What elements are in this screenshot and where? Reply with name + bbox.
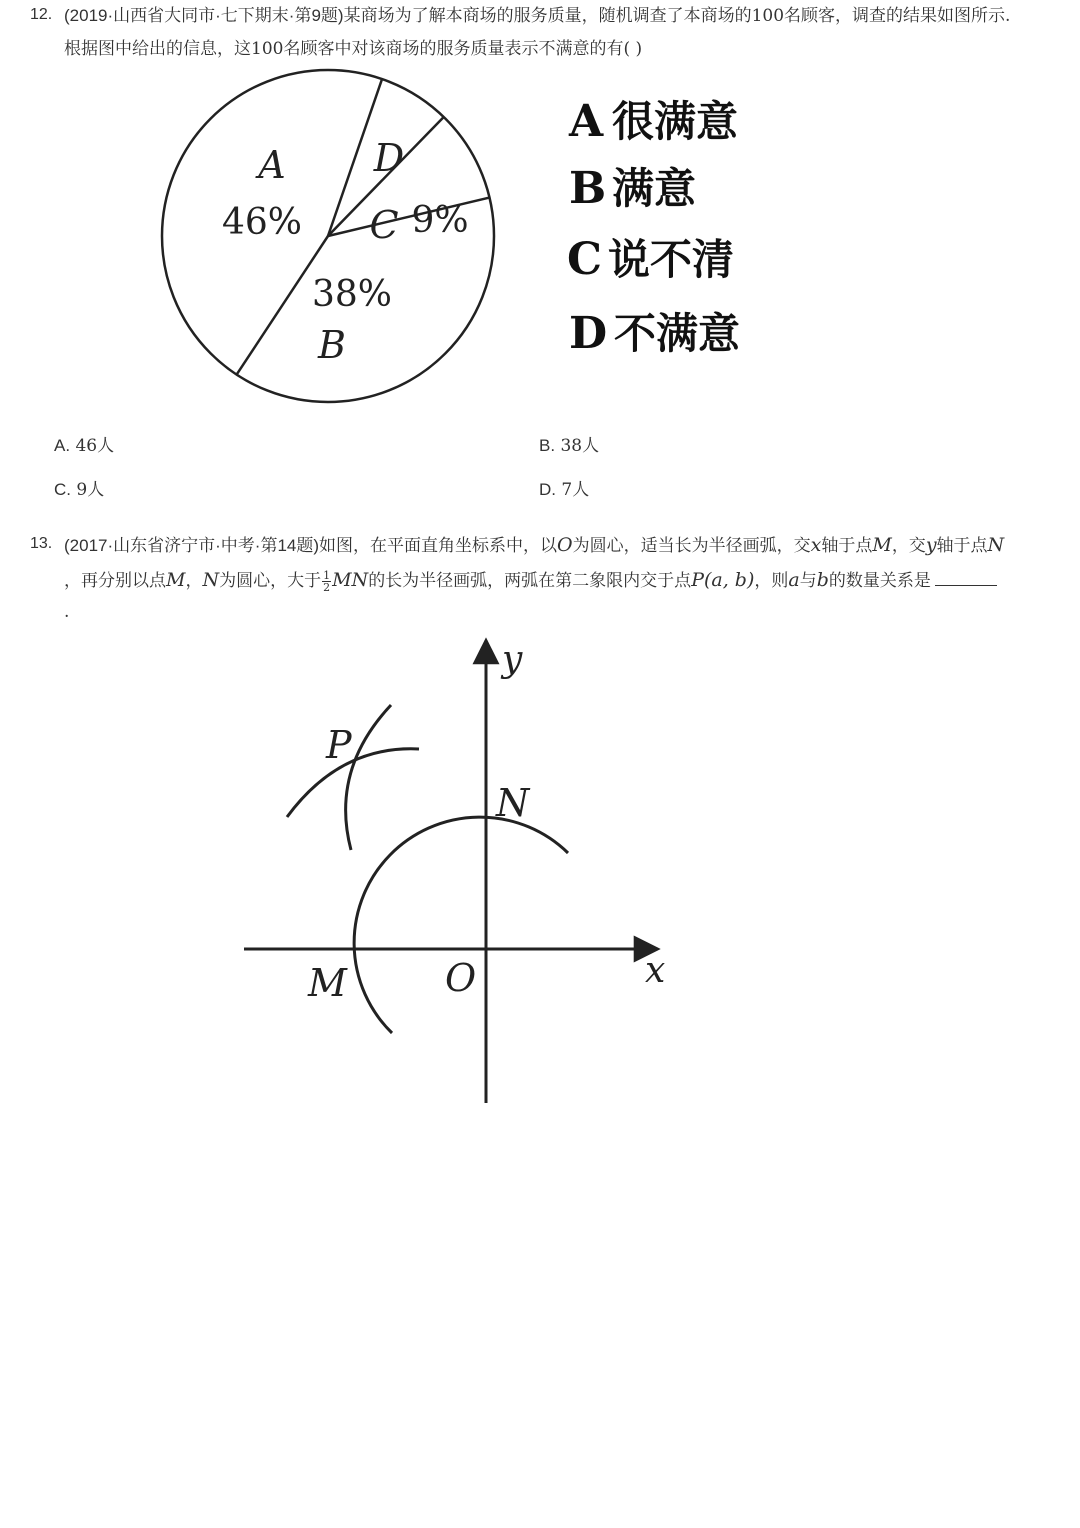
legend-key-D: D bbox=[569, 308, 608, 359]
math-P-ab: P(a, b) bbox=[691, 569, 755, 591]
q13-text: 轴于点 bbox=[936, 536, 988, 556]
math-y: y bbox=[925, 534, 937, 556]
option-a-value: 46人 bbox=[75, 436, 115, 456]
q13-text: 如图，在平面直角坐标系中，以 bbox=[319, 536, 558, 556]
slice-label-C: C bbox=[369, 203, 399, 247]
option-b-value: 38人 bbox=[560, 436, 600, 456]
legend-text-B: 满意 bbox=[612, 164, 697, 213]
q13-text: ， bbox=[185, 571, 203, 591]
q13-text: 为圆心，适当长为半径画弧，交 bbox=[572, 536, 811, 556]
q13-text: 与 bbox=[799, 571, 817, 591]
option-d[interactable] bbox=[539, 475, 589, 500]
legend-text-A: 很满意 bbox=[612, 97, 739, 146]
label-p: P bbox=[326, 723, 352, 767]
slice-label-D: D bbox=[373, 136, 405, 180]
option-d-label: D. bbox=[539, 480, 556, 499]
q13-text-line2 bbox=[64, 568, 997, 593]
legend-key-A: A bbox=[569, 96, 604, 147]
q13-text: 的长为半径画弧，两弧在第二象限内交于点 bbox=[368, 571, 692, 591]
option-d-value: 7人 bbox=[561, 480, 590, 500]
option-b[interactable] bbox=[539, 431, 599, 456]
q13-text-line3: . bbox=[64, 602, 70, 622]
slice-percent-C: 9% bbox=[411, 200, 469, 241]
legend-text-D: 不满意 bbox=[614, 309, 741, 358]
option-c-label: C. bbox=[54, 480, 71, 499]
arc-center-n bbox=[287, 749, 419, 817]
option-b-label: B. bbox=[539, 436, 556, 455]
option-c[interactable] bbox=[54, 475, 104, 500]
label-o: O bbox=[445, 956, 477, 1000]
math-M: M bbox=[872, 534, 892, 556]
option-a[interactable] bbox=[54, 431, 114, 456]
q12-source: (2019·山西省大同市·七下期末·第9题) bbox=[64, 6, 344, 25]
q13-text: 的数量关系是 bbox=[828, 571, 931, 591]
arc-center-m bbox=[346, 705, 391, 850]
q13-text: ，再分别以点 bbox=[64, 571, 166, 591]
q13-text: ，则 bbox=[754, 571, 789, 591]
q12-stem: 某商场为了解本商场的服务质量，随机调查了本商场的100名顾客，调查的结果如图所示. bbox=[343, 6, 1011, 26]
math-N: N bbox=[987, 534, 1005, 556]
math-MN: MN bbox=[332, 569, 369, 591]
pie-legend bbox=[567, 96, 740, 359]
q12-number: 12. bbox=[30, 6, 53, 23]
q13-number: 13. bbox=[30, 535, 53, 552]
fraction-denominator: 2 bbox=[323, 581, 331, 594]
answer-blank[interactable] bbox=[935, 571, 997, 586]
label-x: x bbox=[645, 950, 666, 991]
legend-key-C: C bbox=[567, 234, 603, 285]
math-x: x bbox=[810, 534, 822, 556]
legend-text-C: 说不清 bbox=[608, 235, 735, 284]
math-O: O bbox=[557, 534, 573, 556]
slice-label-A: A bbox=[258, 143, 286, 187]
slice-percent-B: 38% bbox=[311, 274, 393, 315]
math-b: b bbox=[816, 569, 829, 591]
legend-key-B: B bbox=[569, 163, 607, 214]
arc-center-o bbox=[354, 817, 568, 1033]
option-a-label: A. bbox=[54, 436, 71, 455]
q13-source: (2017·山东省济宁市·中考·第14题) bbox=[64, 536, 320, 555]
q13-text: 轴于点 bbox=[821, 536, 873, 556]
q13-text: ，交 bbox=[891, 536, 926, 556]
slice-label-B: B bbox=[318, 323, 346, 367]
label-n: N bbox=[496, 781, 530, 825]
math-a: a bbox=[788, 569, 800, 591]
label-m: M bbox=[308, 961, 347, 1005]
slice-percent-A: 46% bbox=[221, 202, 303, 243]
fraction-numerator: 1 bbox=[323, 569, 331, 582]
math-M: M bbox=[166, 569, 186, 591]
option-c-value: 9人 bbox=[76, 480, 105, 500]
math-N: N bbox=[202, 569, 220, 591]
q12-text-line2: 根据图中给出的信息，这100名顾客中对该商场的服务质量表示不满意的有( ) bbox=[64, 39, 643, 59]
fraction-half bbox=[322, 570, 331, 593]
q13-text-line1 bbox=[64, 533, 1004, 558]
q13-text: 为圆心，大于 bbox=[219, 571, 322, 591]
pie-chart bbox=[0, 0, 1080, 420]
label-y: y bbox=[502, 639, 523, 680]
